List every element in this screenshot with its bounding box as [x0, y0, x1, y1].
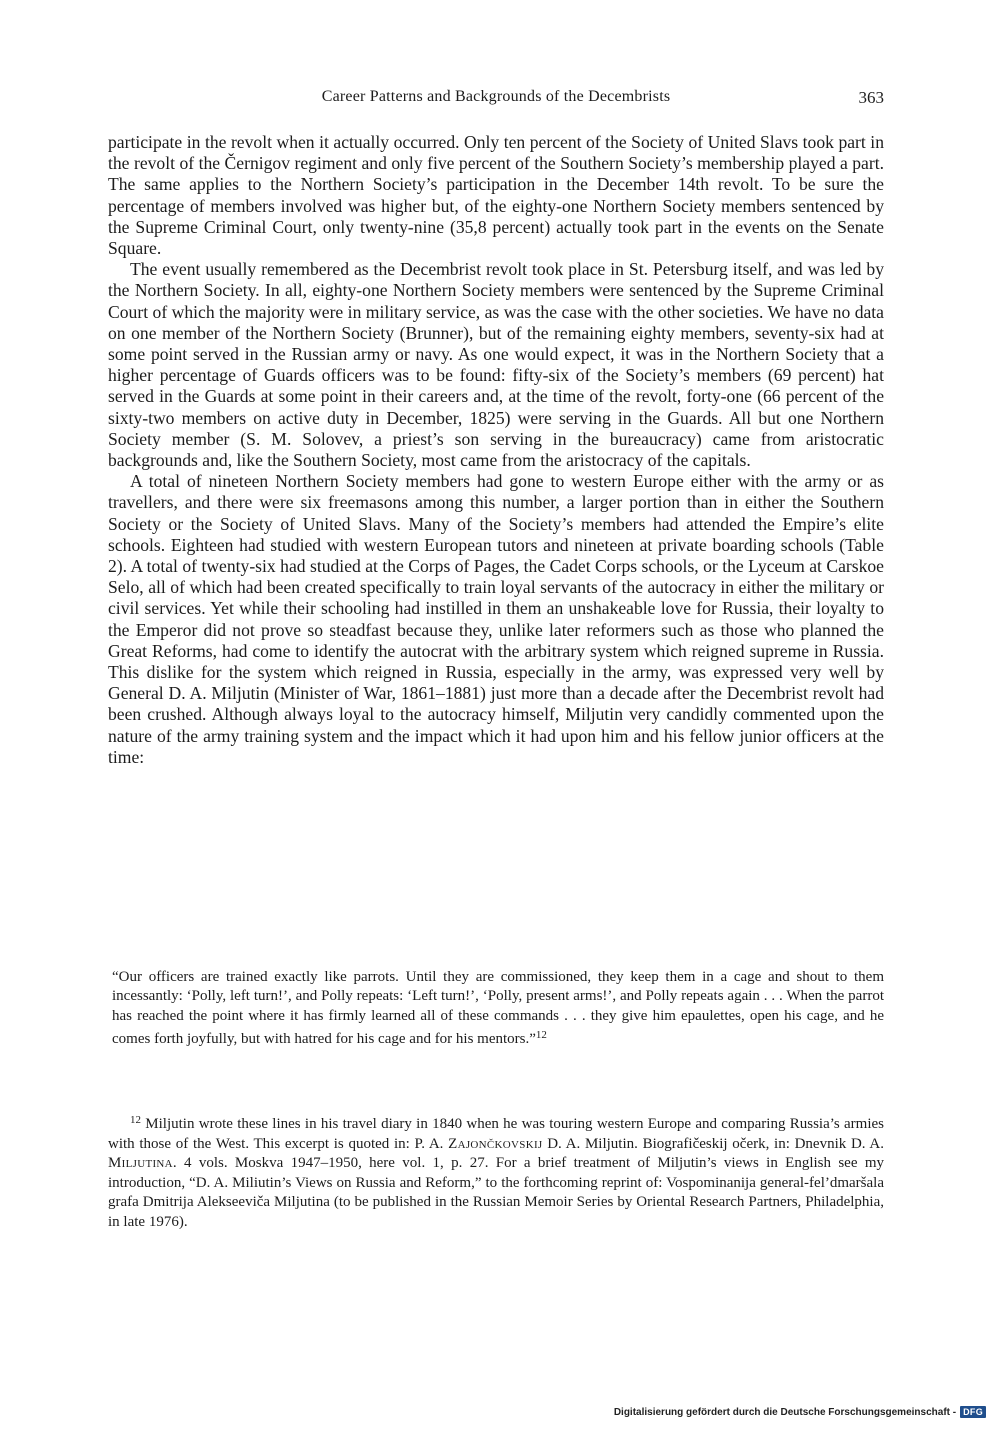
page-header — [108, 88, 884, 114]
paragraph: participate in the revolt when it actually occurred. Only ten percent of the Society of United Slavs took part in the revolt of the Černigov regiment and only five percent of the Southern Society’s membership played a part. The same applies to the Northern Society’s participation in the December 14th revolt. To be sure the percentage of members involved was higher but, of the eighty-one Northern Society members sentenced by the Supreme Criminal Court, only twenty-nine (35,8 percent) actually took part in the events on the Senate Square. — [108, 132, 884, 259]
footnote-author: Zajončkovskij — [448, 1135, 543, 1152]
block-quote — [112, 968, 884, 1050]
footnote-text: 4 vols. Moskva 1947–1950, here vol. 1, p. 27. For a brief treatment of Miljutin’s views in English see my introduction, “D. A. Miliutin’s Views on Russia and Reform,” to the forthcoming reprint of: Vospominanija general-fel’dmaršala grafa Dmitrija Alekseeviča Miljutina (to be published in the Russian Memoir Series by Oriental Research Partners, Philadelphia, in late 1976). — [108, 1155, 884, 1230]
footnote: $^{12}$ Miljutin wrote these lines in his travel diary in 1840 when he was touring western Europe and comparing Russia’s armies with those of the West. This excerpt is quoted in: P. A. Zajončkovskij D. A. Miljutin. Biografičeskij očerk, in: Dnevnik D. A. Miljutina. 4 vols. Moskva 1947–1950, here vol. 1, p. 27. For a brief treatment of Miljutin’s views in English see my introduction, “D. A. Miliutin’s Views on Russia and Reform,” to the forthcoming reprint of: Vospominanija general-fel’dmaršala grafa Dmitrija Alekseeviča Miljutina (to be published in the Russian Memoir Series by Oriental Research Partners, Philadelphia, in late 1976). — [108, 1114, 885, 1230]
footnote-marker: 12 — [130, 1114, 141, 1126]
paragraph: The event usually remembered as the Decembrist revolt took place in St. Petersburg itself, and was led by the Northern Society. In all, eighty-one Northern Society members were sentenced by the Supreme Criminal Court of which the majority were in military service, as was the case with the other societies. We have no data on one member of the Northern Society (Brunner), but of the remaining eighty members, seventy-six had at some point served in the Russian army or navy. As one would expect, it was in the Northern Society that a higher percentage of Guards officers was to be found: fifty-six of the Society’s members (69 percent) hat served in the Guards at some point in their careers and, at the time of the revolt, forty-one (66 percent of the sixty-two members on active duty in December, 1825) were serving in the Guards. All but one Northern Society member (S. M. Solovev, a priest’s son serving in the bureaucracy) came from aristocratic backgrounds and, like the Southern Society, most came from the aristocracy of the capitals. — [108, 259, 884, 471]
digitization-notice — [614, 1406, 986, 1418]
footnote-reference[interactable]: 12 — [535, 1029, 547, 1042]
footnote-author: Miljutina — [108, 1155, 173, 1172]
body-text — [108, 132, 884, 768]
running-head: Career Patterns and Backgrounds of the Decembrists — [321, 88, 671, 105]
footnote-text: Miljutin wrote these lines in his travel diary in 1840 when he was touring western Europe and comparing Russia’s armies with those of the West. This excerpt is quoted in: P. A. — [108, 1116, 885, 1152]
page-number: 363 — [858, 88, 884, 107]
digitization-text: Digitalisierung gefördert durch die Deutsche Forschungsgemeinschaft - — [613, 1406, 957, 1418]
footnote-text: D. A. Miljutin. Biografičeskij očerk, in: Dnevnik D. A. — [547, 1135, 885, 1152]
dfg-logo-icon: DFG — [960, 1406, 986, 1418]
quote-text: “Our officers are trained exactly like parrots. Until they are commissioned, they keep them in a cage and shout to them incessantly: ‘Polly, left turn!’, and Polly repeats: ‘Left turn!’, ‘Polly, present arms!’, and Polly repeats again . . . When the parrot has reached the point where it has firmly learned all of these commands . . . they give him epaulettes, open his cage, and he comes forth joyfully, but with hatred for his cage and for his mentors.” — [112, 969, 884, 1048]
paragraph: A total of nineteen Northern Society members had gone to western Europe either with the army or as travellers, and there were six freemasons among this number, a larger portion than in either the Southern Society or the Society of United Slavs. Many of the Society’s members had attended the Empire’s elite schools. Eighteen had studied with western European tutors and nineteen at private boarding schools (Table 2). A total of twenty-six had studied at the Corps of Pages, the Cadet Corps schools, or the Lyceum at Carskoe Selo, all of which had been created specifically to train loyal servants of the autocracy in either the military or civil services. Yet while their schooling had instilled in them an unshakeable love for Russia, their loyalty to the Emperor did not prove so steadfast because they, unlike later reformers such as those who planned the Great Reforms, had come to identify the autocrat with the arbitrary system which reigned supreme in Russia. This dislike for the system which reigned in Russia, especially in the army, was expressed very well by General D. A. Miljutin (Minister of War, 1861–1881) just more than a decade after the Decembrist revolt had been crushed. Although always loyal to the autocracy himself, Miljutin very candidly commented upon the nature of the army training system and the impact which it had upon him and his fellow junior officers at the time: — [108, 471, 884, 767]
